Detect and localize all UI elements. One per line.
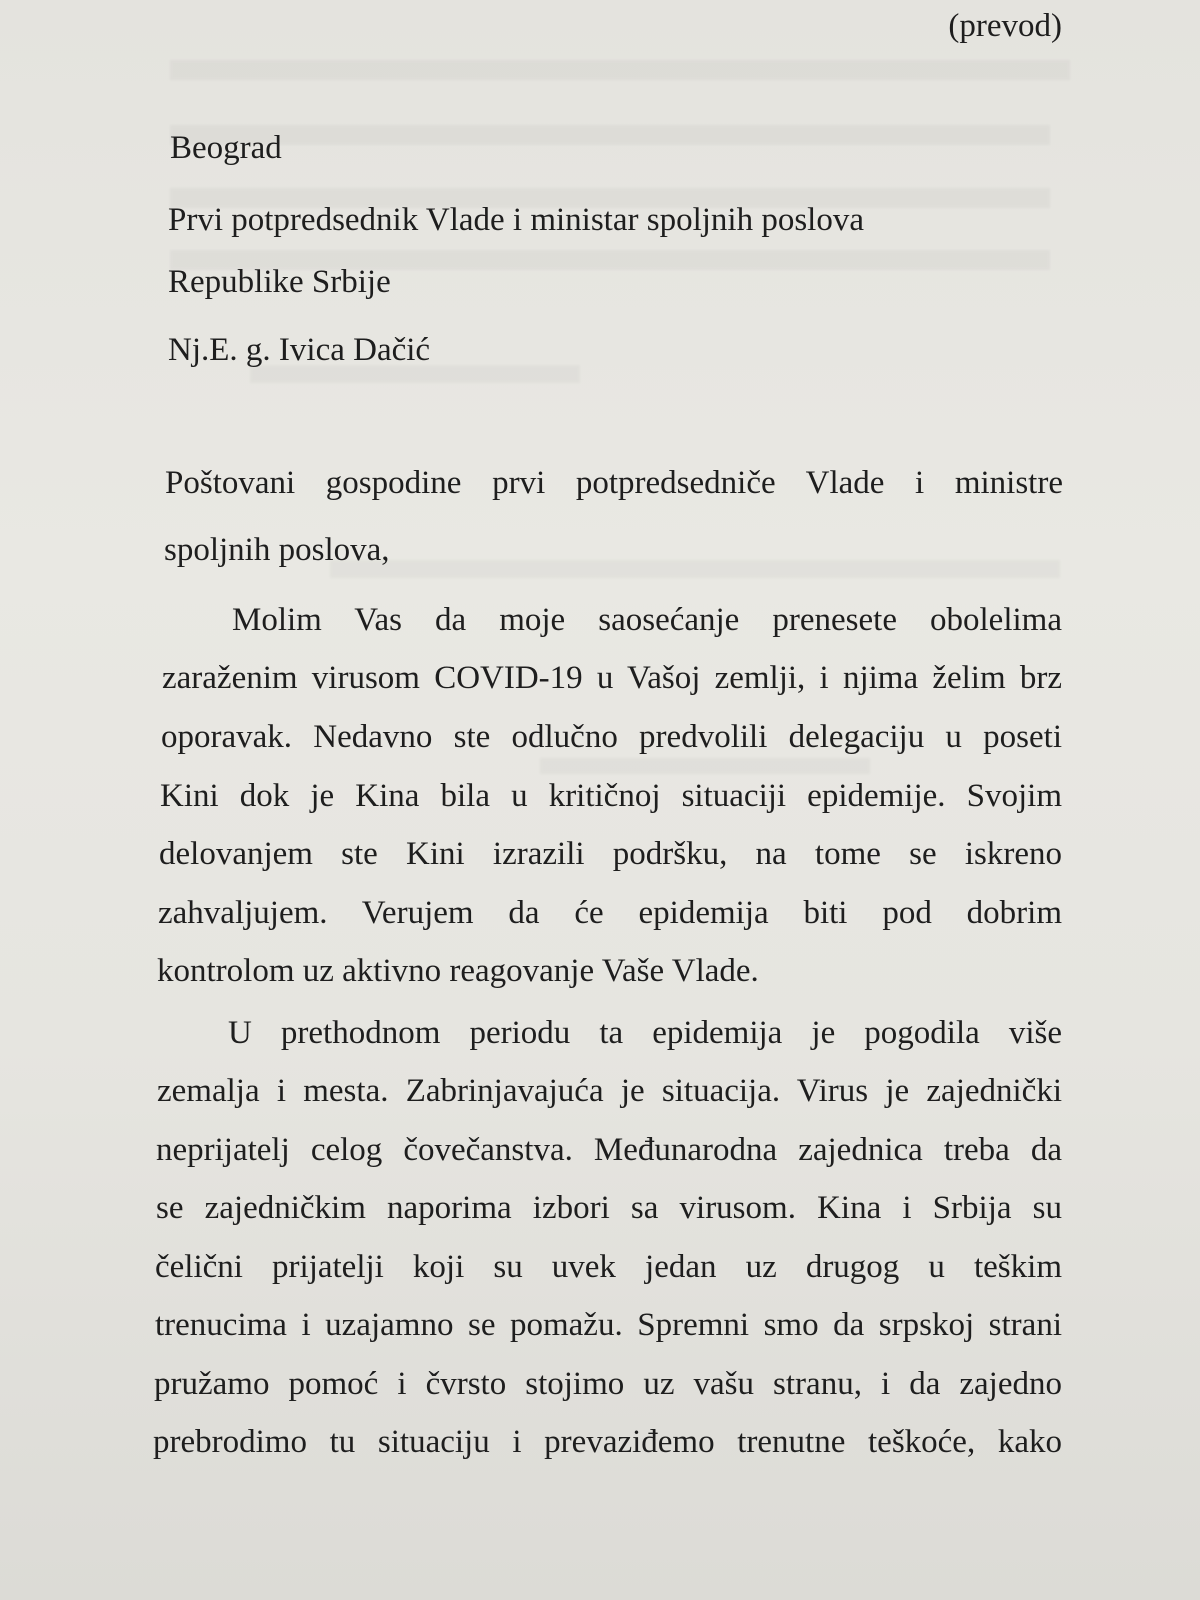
paragraph2-line: pružamo pomoć i čvrsto stojimo uz vašu stranu, i da zajedno (154, 1366, 1062, 1402)
reverse-side-bleed (540, 758, 870, 774)
address-name: Nj.E. g. Ivica Dačić (168, 332, 431, 368)
paragraph1-line: zahvaljujem. Verujem da će epidemija biti pod dobrim (158, 895, 1062, 931)
salutation-line1: Poštovani gospodine prvi potpredsedniče Vlade i ministre (165, 465, 1063, 501)
reverse-side-bleed (170, 60, 1070, 80)
paragraph1-line: kontrolom uz aktivno reagovanje Vaše Vlade. (157, 953, 759, 989)
paragraph1-line: zaraženim virusom COVID-19 u Vašoj zemlji, i njima želim brz (162, 660, 1062, 696)
reverse-side-bleed (170, 125, 1050, 145)
paragraph2-line: se zajedničkim naporima izbori sa virusom. Kina i Srbija su (156, 1190, 1062, 1226)
translation-label: (prevod) (948, 8, 1062, 44)
paragraph2-line: U prethodnom periodu ta epidemija je pogodila više (228, 1015, 1062, 1051)
address-title-line1: Prvi potpredsednik Vlade i ministar spoljnih poslova (168, 202, 864, 238)
paragraph1-line: Kini dok je Kina bila u kritičnoj situaciji epidemije. Svojim (160, 778, 1062, 814)
paragraph1-line: Molim Vas da moje saosećanje prenesete obolelima (232, 602, 1062, 638)
address-title-line2: Republike Srbije (168, 264, 391, 300)
paragraph2-line: neprijatelj celog čovečanstva. Međunarodna zajednica treba da (156, 1132, 1062, 1168)
address-city: Beograd (170, 130, 282, 166)
paragraph1-line: delovanjem ste Kini izrazili podršku, na tome se iskreno (159, 836, 1062, 872)
paragraph1-line: oporavak. Nedavno ste odlučno predvolili delegaciju u poseti (161, 719, 1062, 755)
paragraph2-line: čelični prijatelji koji su uvek jedan uz drugog u teškim (155, 1249, 1062, 1285)
reverse-side-bleed (330, 560, 1060, 578)
salutation-line2: spoljnih poslova, (164, 532, 390, 568)
paragraph2-line: zemalja i mesta. Zabrinjavajuća je situacija. Virus je zajednički (157, 1073, 1062, 1109)
paragraph2-line: trenucima i uzajamno se pomažu. Spremni smo da srpskoj strani (155, 1307, 1062, 1343)
paragraph2-line: prebrodimo tu situaciju i prevaziđemo trenutne teškoće, kako (153, 1424, 1062, 1460)
